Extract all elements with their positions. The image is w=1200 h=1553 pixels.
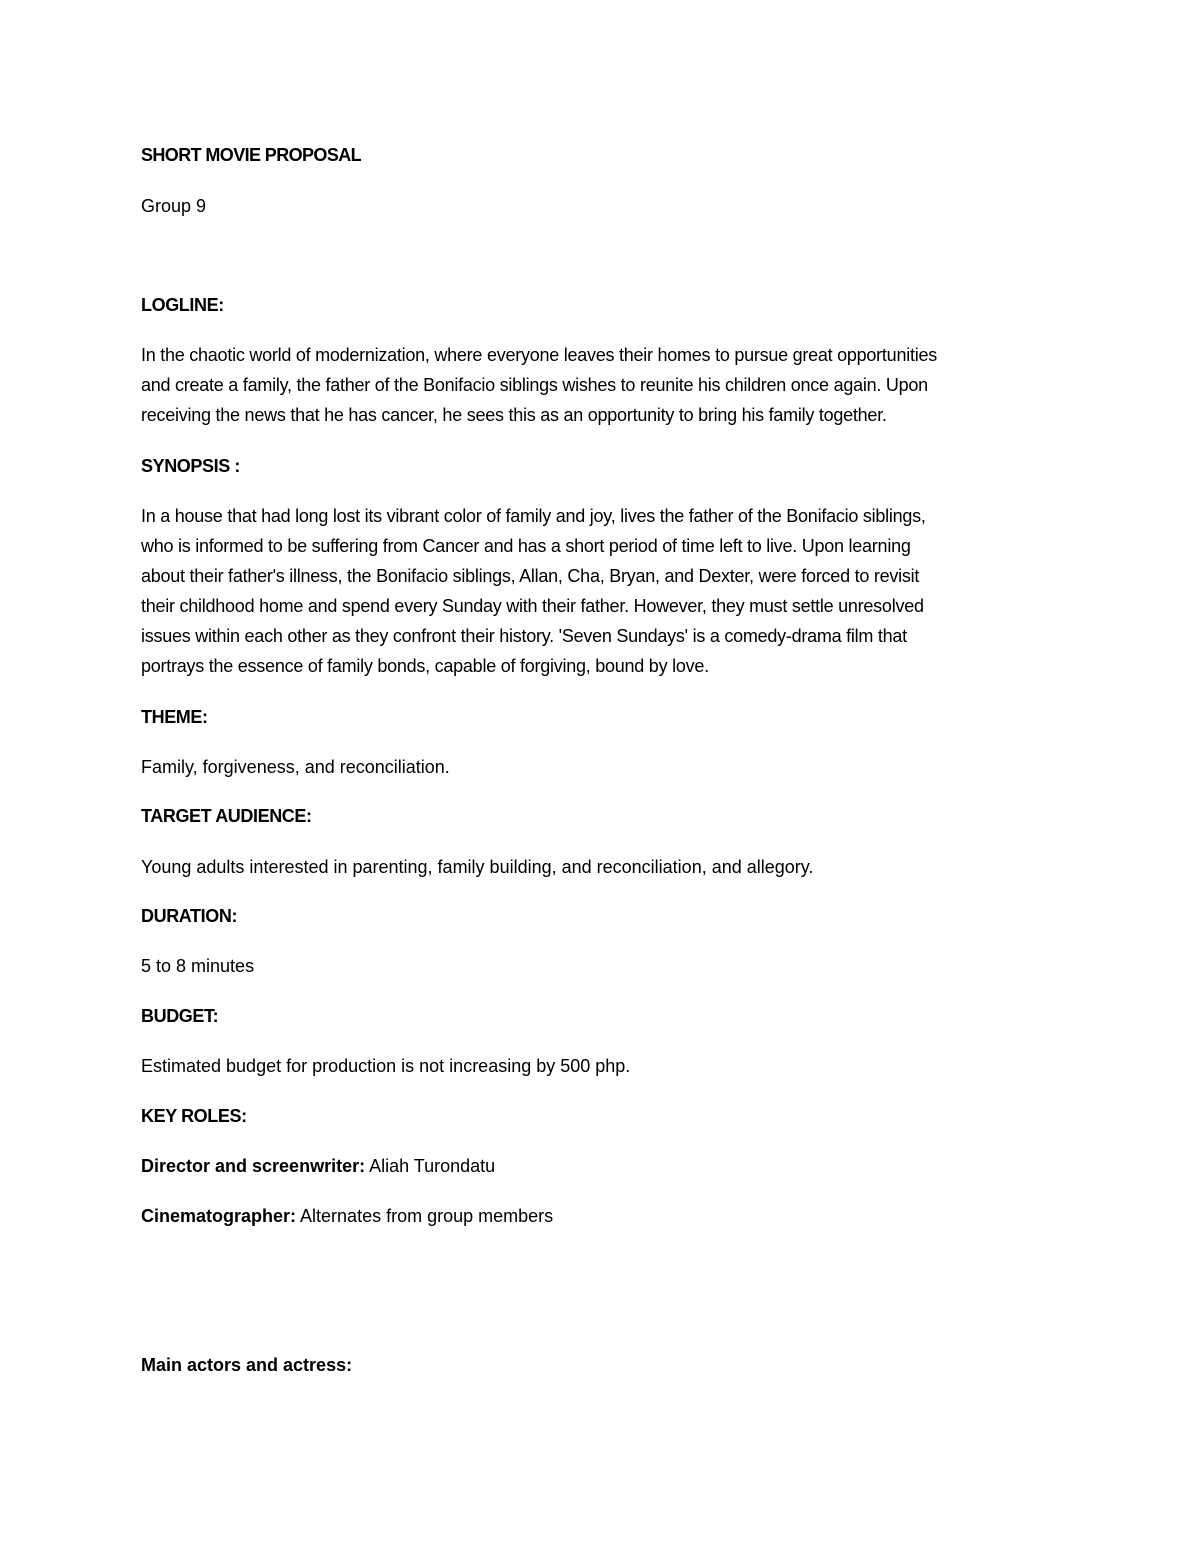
synopsis-line: In a house that had long lost its vibrant color of family and joy, lives the father of the Bonifacio siblings, (141, 506, 926, 526)
synopsis-line: about their father's illness, the Bonifacio siblings, Allan, Cha, Bryan, and Dexter, were forced to revisit (141, 566, 920, 586)
logline-line: and create a family, the father of the Bonifacio siblings wishes to reunite his children once again. Upon (141, 375, 928, 395)
logline-paragraph (141, 340, 1066, 430)
duration-text: 5 to 8 minutes (141, 956, 255, 976)
cinematographer-value: Alternates from group members (296, 1206, 554, 1226)
target-audience-heading: TARGET AUDIENCE: (141, 806, 312, 826)
logline-line: In the chaotic world of modernization, where everyone leaves their homes to pursue great opportunities (141, 345, 937, 365)
group-label: Group 9 (141, 196, 207, 216)
logline-line: receiving the news that he has cancer, he sees this as an opportunity to bring his family together. (141, 405, 887, 425)
director-role (141, 1151, 1071, 1181)
target-audience-text: Young adults interested in parenting, family building, and reconciliation, and allegory. (141, 857, 814, 877)
logline-heading: LOGLINE: (141, 295, 224, 315)
synopsis-line: portrays the essence of family bonds, capable of forgiving, bound by love. (141, 656, 709, 676)
synopsis-paragraph (141, 501, 1066, 681)
director-value: Aliah Turondatu (365, 1156, 496, 1176)
main-actors-heading: Main actors and actress: (141, 1355, 353, 1375)
budget-heading: BUDGET: (141, 1006, 219, 1026)
key-roles-heading: KEY ROLES: (141, 1106, 247, 1126)
synopsis-heading: SYNOPSIS : (141, 456, 241, 476)
synopsis-line: who is informed to be suffering from Cancer and has a short period of time left to live. Upon learning (141, 536, 911, 556)
theme-text: Family, forgiveness, and reconciliation. (141, 757, 450, 777)
budget-text: Estimated budget for production is not increasing by 500 php. (141, 1056, 631, 1076)
synopsis-line: their childhood home and spend every Sunday with their father. However, they must settle unresolved (141, 596, 924, 616)
document-title: SHORT MOVIE PROPOSAL (141, 145, 362, 165)
cinematographer-label: Cinematographer: (141, 1206, 297, 1226)
cinematographer-role (141, 1201, 1071, 1231)
director-label: Director and screenwriter: (141, 1156, 366, 1176)
synopsis-line: issues within each other as they confront their history. 'Seven Sundays' is a comedy-drama film that (141, 626, 907, 646)
theme-heading: THEME: (141, 707, 208, 727)
duration-heading: DURATION: (141, 906, 238, 926)
